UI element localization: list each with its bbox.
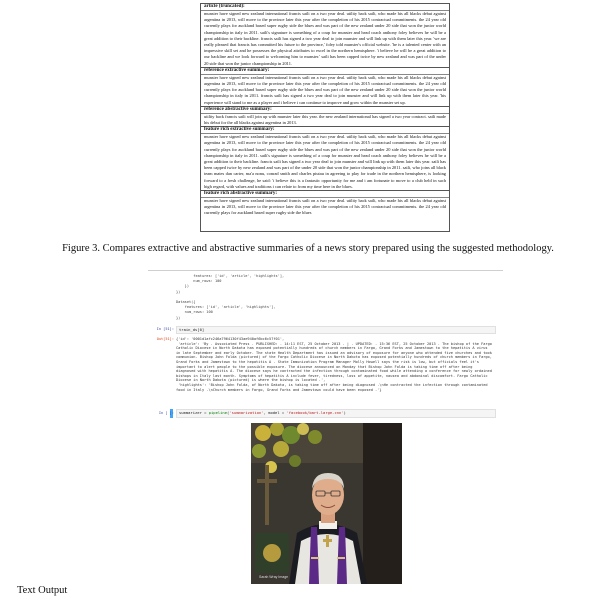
code-text: ( [227, 410, 230, 415]
photo-credit: Sarah Wray Image [259, 575, 289, 579]
code-string: 'summarization' [229, 410, 264, 415]
code-cell-input-summarizer[interactable] [176, 409, 496, 418]
section-text: munster have signed new zealand international francis saili on a two year deal. utility back saili, who made his all blacks debut against argentina in 2013, will move to the province later this year after the completion of his 2015 contractual commitments. the 24 year old currently plays for auckland based super rugby side the blues and was part of the new zealand under 20 side that won the junior world championship in italy in 2011. saili's signature is something of a coup for munster and head coach anthony foley believes he will be a great addition to their backline. francis saili has signed a two year deal to join munster and will link up with them later this year. saili has been capped twice by new zealand and was part of the under 20 side that won the junior championship in 2011. saili, who joins all black team mates dan carter, ma'a nonu, conrad smith and charles piutau in agreeing to play for trade in the northern hemisphere, is looking forward to a fresh challenge, he said: 'i believe this is a fantastic opportunity for me and i am fortunate to move to a club held in such high regard, with values and traditions i can relate to from my time here in the blues. [204, 134, 446, 189]
notebook-divider [148, 270, 503, 273]
summary-comparison-table [200, 3, 450, 232]
section-text: munster have signed new zealand international francis saili on a two year deal. utility back saili, who made his all blacks debut against argentina in 2013, will move to the province later this year after the completion of his 2015 contractual commitments. the 24 year old currently plays for auckland based super rugby side the blues [204, 198, 446, 216]
summary-section-article [201, 4, 449, 68]
section-text: munster have signed new zealand international francis saili on a two year deal. utility back saili, who made his all blacks debut against argentina in 2013, will move to the province later this year after the completion of his 2015 contractual commitments. the 24 year old currently plays for auckland based super rugby side the blues and was part of the new zealand under 20 side that won the junior world championship in italy in 2011. francis saili has signed a two year deal to join munster and will link up with them later this year. 'his experience will stand to me as a player and i believe i can continue to improve and grow within the munster set up. [204, 74, 446, 105]
section-label: feature rich abstractive summary: [201, 191, 449, 198]
bishop-portrait-image [251, 423, 402, 584]
code-text: , model = [263, 410, 287, 415]
summary-section-feature-rich-abstractive [201, 191, 449, 217]
code-cell-input[interactable]: train_ds[0] [176, 326, 496, 334]
code-string: 'facebook/bart-large-cnn' [286, 410, 344, 415]
section-label: article (truncated): [201, 4, 449, 11]
cell-input-prompt: In [ ]: [158, 411, 174, 415]
jupyter-notebook-screenshot [148, 270, 503, 420]
summary-section-reference-abstractive [201, 107, 449, 127]
previous-cell-output: features: ['id', 'article', 'highlights'], num_rows: 100 }) }) Dataset({ features: ['id', 'article', 'highlights'], num_rows: 100 }) [176, 274, 285, 320]
code-text: summarizer = [179, 410, 209, 415]
figure-caption: Figure 3. Compares extractive and abstractive summaries of a news story prepared using the suggested methodology. [62, 243, 554, 254]
summary-section-feature-rich-extractive [201, 127, 449, 191]
code-function: pipeline [208, 410, 228, 415]
bishop-photo [251, 423, 402, 584]
section-label: feature rich extractive summary: [201, 127, 449, 134]
text-output-label: Text Output [17, 585, 68, 596]
summary-section-reference-extractive [201, 68, 449, 107]
cell-output-prompt: Out[51]: [156, 337, 174, 341]
section-label: reference abstractive summary: [201, 107, 449, 114]
section-text: munster have signed new zealand international francis saili on a two year deal. utility back saili, who made his all blacks debut against argentina in 2013, will move to the province later this year after the completion of his 2015 contractual commitments. the 24 year old currently plays for auckland based super rugby side the blues and was part of the new zealand under 20 side that won the junior world championship in italy in 2011. saili's signature is something of a coup for munster and head coach anthony foley believes he will be a great addition to their backline. francis saili has signed a two year deal to join munster and will link up with them later this year. 'we are really pleased that francis has committed his future to the province,' foley told munster's official website. 'he is a talented center with an impressive skill set and he possesses the physical attributes to excel in the northern hemisphere. 'i believe he will be a great addition to our backline and we look forward to welcoming him to munster.' saili has been capped twice by new zealand and was part of the under 20 side that won the junior championship in 2011. [204, 11, 446, 66]
cell-output: {'id': '0001d1afc246a7964130f43ae940af6bc6c57f01', 'article': 'By . Associated Press . PUBLISHED: . 14:11 EST, 25 October 2013 . | . UPDATED: . 15:36 EST, 25 October 2013 . The bishop of the Fargo Catholic Diocese in North Dakota has exposed potentially hundreds of church members in Fargo, Grand Forks and Jamestown to the hepatitis A virus in late September and early October. The state Health Department has issued an advisory of exposure for anyone who attended five churches and took communion. Bishop John Folda (pictured) of the Fargo Catholic Diocese in North Dakota has exposed potentially hundreds of church members in Fargo, Grand Forks and Jamestown to the hepatitis A . State Immunization Program Manager Molly Howell says the risk is low, but officials feel it's important to alert people to the possible exposure. The diocese announced on Monday that Bishop John Folda is taking time off after being diagnosed with hepatitis A. The diocese says he contracted the infection through contaminated food while attending a conference for newly ordained bishops in Italy last month. Symptoms of hepatitis A include fever, tiredness, loss of appetite, nausea and abdominal discomfort. Fargo Catholic Diocese in North Dakota (pictured) is where the bishop is located .', 'highlights': 'Bishop John Folda, of North Dakota, is taking time off after being diagnosed .\nHe contracted the infection through contaminated food in Italy .\nChurch members in Fargo, Grand Forks and Jamestown could have been exposed .'} [176, 337, 492, 392]
code-text: ) [343, 410, 346, 415]
section-text: utility back francis saili will join up with munster later this year. the new zealand international has signed a two year contract. saili made his debut for the all blacks against argentina in 2013. [204, 113, 446, 126]
section-label: reference extractive summary: [201, 68, 449, 75]
cell-input-prompt: In [51]: [156, 327, 174, 331]
